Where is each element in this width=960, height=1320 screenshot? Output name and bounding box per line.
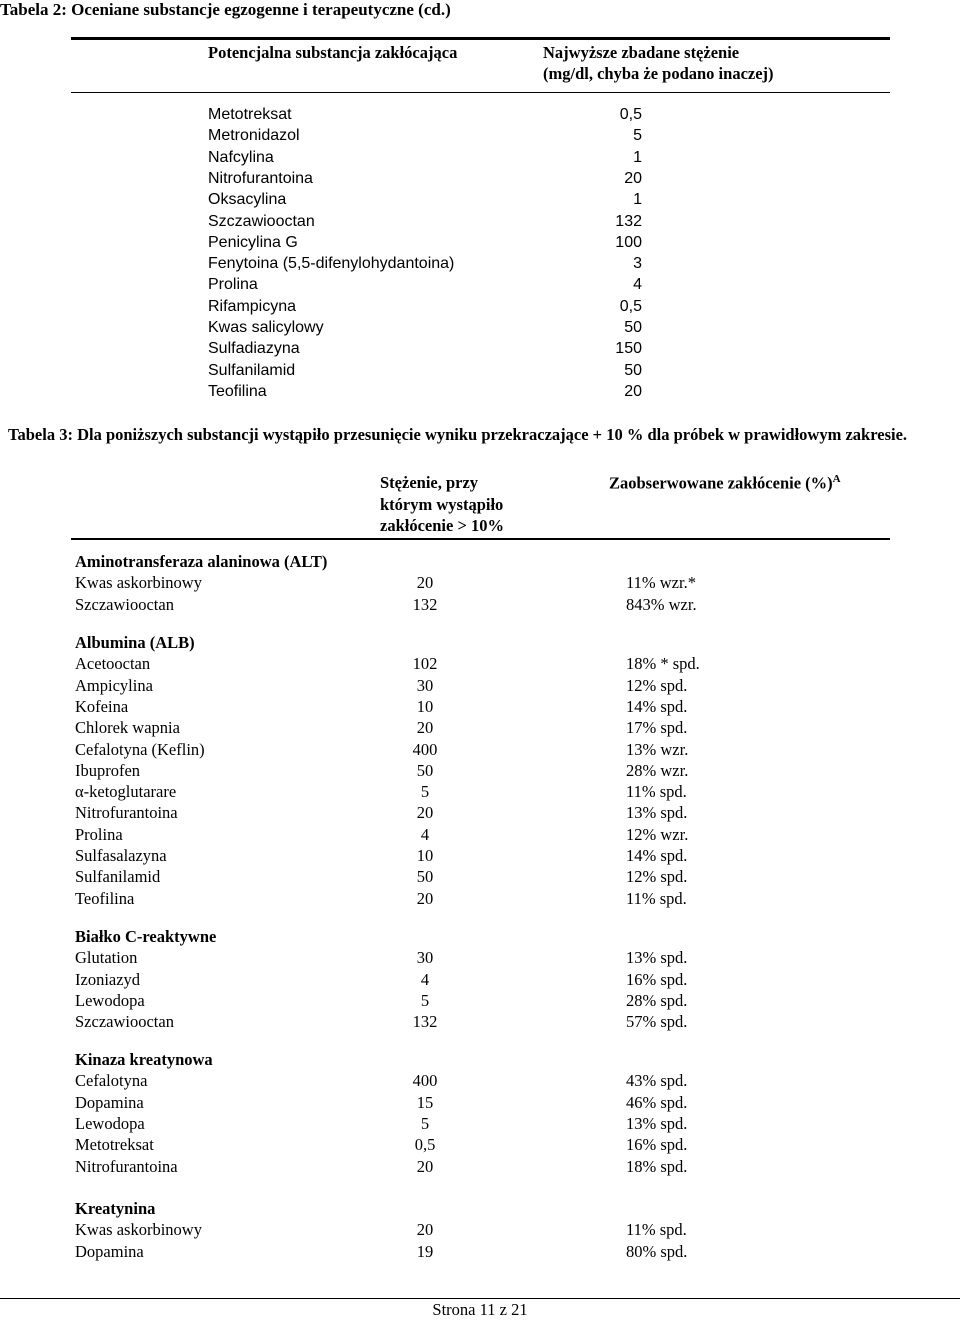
table3-concentration: 20 xyxy=(416,718,434,738)
table2-substance: Prolina xyxy=(208,276,258,294)
table3-substance: Szczawiooctan xyxy=(75,1012,174,1032)
table3-header-conc-1: Stężenie, przy xyxy=(380,473,479,492)
table2-substance: Sulfanilamid xyxy=(208,361,296,379)
table3-row xyxy=(0,595,960,616)
table3-group-heading: Aminotransferaza alaninowa (ALT) xyxy=(75,552,328,571)
table3-row xyxy=(0,970,960,991)
table3-header-conc-2: którym wystąpiło xyxy=(380,495,504,514)
table2-substance: Teofilina xyxy=(208,382,267,400)
table3-effect: 12% spd. xyxy=(626,675,688,695)
table3-concentration: 102 xyxy=(412,654,438,674)
table3-header-effect xyxy=(609,473,841,494)
table2-value: 1 xyxy=(633,148,642,166)
table2-row xyxy=(0,191,960,212)
table3-substance: Kofeina xyxy=(75,696,129,716)
table2-row xyxy=(0,149,960,170)
table3-substance: Izoniazyd xyxy=(75,969,141,989)
table2-value: 20 xyxy=(624,169,642,187)
table3-substance: Szczawiooctan xyxy=(75,594,174,614)
table3-effect: 12% spd. xyxy=(626,867,688,887)
table3-effect: 43% spd. xyxy=(626,1071,688,1091)
table3-effect: 11% wzr.* xyxy=(626,573,696,593)
table3-effect: 18% spd. xyxy=(626,1156,688,1176)
table3-effect: 16% spd. xyxy=(626,1135,688,1155)
table3-row xyxy=(0,740,960,761)
table3-row xyxy=(0,654,960,675)
table3-concentration: 30 xyxy=(416,675,434,695)
table2-row xyxy=(0,127,960,148)
table3-effect: 17% spd. xyxy=(626,718,688,738)
table3-concentration: 400 xyxy=(412,739,438,759)
table3-concentration: 30 xyxy=(416,948,434,968)
table2-value: 5 xyxy=(633,127,642,145)
table3-row xyxy=(0,1135,960,1156)
table3-substance: Lewodopa xyxy=(75,1113,145,1133)
table2-header-conc-2: (mg/dl, chyba że podano inaczej) xyxy=(543,64,774,83)
footer-rule xyxy=(0,1298,960,1299)
table2-substance: Szczawiooctan xyxy=(208,212,315,230)
table2-value: 50 xyxy=(624,361,642,379)
table3-row xyxy=(0,573,960,594)
table3-concentration: 50 xyxy=(416,867,434,887)
table3-substance: Glutation xyxy=(75,948,138,968)
table2-row xyxy=(0,106,960,127)
table3-substance: Acetooctan xyxy=(75,654,151,674)
table3-effect: 13% spd. xyxy=(626,948,688,968)
table3-title: Tabela 3: Dla poniższych substancji wystąpiło przesunięcie wyniku przekraczające + 10 % dla próbek w prawidłowym zakresie. xyxy=(8,425,908,444)
table3-row xyxy=(0,1012,960,1033)
table3-concentration: 5 xyxy=(420,1113,430,1133)
table3-concentration: 5 xyxy=(420,782,430,802)
table2-title: Tabela 2: Oceniane substancje egzogenne i terapeutyczne (cd.) xyxy=(0,0,451,19)
table3-concentration: 19 xyxy=(416,1241,434,1261)
table3-effect: 28% spd. xyxy=(626,990,688,1010)
table3-row xyxy=(0,718,960,739)
table3-row xyxy=(0,1157,960,1178)
table2-row xyxy=(0,319,960,340)
table3-concentration: 20 xyxy=(416,888,434,908)
table3-row xyxy=(0,867,960,888)
table3-group-heading: Kinaza kreatynowa xyxy=(75,1050,213,1069)
table2-substance: Fenytoina (5,5-difenylohydantoina) xyxy=(208,255,455,273)
table3-substance: Lewodopa xyxy=(75,990,145,1010)
table3-substance: Sulfanilamid xyxy=(75,867,161,887)
table3-row xyxy=(0,991,960,1012)
table3-effect: 46% spd. xyxy=(626,1092,688,1112)
table3-concentration: 4 xyxy=(420,969,430,989)
table3-header-conc-3: zakłócenie > 10% xyxy=(380,516,504,535)
table3-concentration: 50 xyxy=(416,760,434,780)
page-number: Strona 11 z 21 xyxy=(432,1300,528,1319)
table3-row xyxy=(0,889,960,910)
table3-concentration: 20 xyxy=(416,1156,434,1176)
table3-effect: 16% spd. xyxy=(626,969,688,989)
table2-row xyxy=(0,255,960,276)
table3-effect: 14% spd. xyxy=(626,696,688,716)
table3-substance: Cefalotyna xyxy=(75,1071,148,1091)
table2-substance: Nafcylina xyxy=(208,148,274,166)
table3-substance: Ibuprofen xyxy=(75,760,141,780)
table3-concentration: 132 xyxy=(412,1012,438,1032)
table3-row xyxy=(0,948,960,969)
table2-substance: Penicylina G xyxy=(208,233,298,251)
table3-effect: 11% spd. xyxy=(626,782,687,802)
table3-concentration: 132 xyxy=(412,594,438,614)
table3-row xyxy=(0,1242,960,1263)
table3-substance: Prolina xyxy=(75,824,123,844)
table2-row xyxy=(0,170,960,191)
table3-effect: 13% wzr. xyxy=(626,739,689,759)
table2-row xyxy=(0,298,960,319)
table2-value: 4 xyxy=(633,276,642,294)
table3-effect: 57% spd. xyxy=(626,1012,688,1032)
table2-value: 50 xyxy=(624,319,642,336)
table3-row xyxy=(0,761,960,782)
table3-substance: Dopamina xyxy=(75,1241,144,1261)
table3-row xyxy=(0,1220,960,1241)
table3-concentration: 15 xyxy=(416,1092,434,1112)
table2-substance: Metronidazol xyxy=(208,127,300,145)
table3-row xyxy=(0,676,960,697)
table3-concentration: 10 xyxy=(416,696,434,716)
table3-row xyxy=(0,846,960,867)
table3-effect: 18% * spd. xyxy=(626,654,700,674)
table3-group-heading: Albumina (ALB) xyxy=(75,633,195,652)
table2-row xyxy=(0,213,960,234)
table2-header-substance: Potencjalna substancja zakłócająca xyxy=(208,43,458,62)
table3-substance: Kwas askorbinowy xyxy=(75,1220,202,1240)
table3-concentration: 20 xyxy=(416,1220,434,1240)
table3-concentration: 20 xyxy=(416,803,434,823)
table3-substance: Nitrofurantoina xyxy=(75,803,178,823)
table3-group-heading: Białko C-reaktywne xyxy=(75,927,217,946)
table3-header-effect-sup: A xyxy=(832,473,841,485)
table2-value: 132 xyxy=(615,212,642,230)
table2-substance: Oksacylina xyxy=(208,191,287,209)
table2-value: 0,5 xyxy=(619,106,642,123)
table3-header-rule xyxy=(71,538,890,540)
table3-row xyxy=(0,782,960,803)
table3-substance: α-ketoglutarare xyxy=(75,782,177,802)
table3-effect: 13% spd. xyxy=(626,1113,688,1133)
table3-substance: Nitrofurantoina xyxy=(75,1156,178,1176)
table3-row xyxy=(0,1093,960,1114)
table2-substance: Metotreksat xyxy=(208,106,292,123)
table3-substance: Dopamina xyxy=(75,1092,144,1112)
table3-row xyxy=(0,825,960,846)
table2-header-conc-1: Najwyższe zbadane stężenie xyxy=(543,43,740,62)
table2-row xyxy=(0,234,960,255)
table2-row xyxy=(0,362,960,383)
table3-effect: 14% spd. xyxy=(626,846,688,865)
table2-row xyxy=(0,383,960,404)
table3-header-effect-text: Zaobserwowane zakłócenie (%) xyxy=(609,473,833,493)
table2-value: 100 xyxy=(615,233,642,251)
table2-value: 3 xyxy=(633,255,642,273)
table3-concentration: 4 xyxy=(420,824,430,844)
table3-concentration: 0,5 xyxy=(414,1135,436,1155)
table2-row xyxy=(0,276,960,297)
table3-effect: 11% spd. xyxy=(626,1220,687,1240)
table3-concentration: 10 xyxy=(416,846,434,865)
table3-substance: Metotreksat xyxy=(75,1135,154,1155)
table2-substance: Kwas salicylowy xyxy=(208,319,324,336)
table3-effect: 12% wzr. xyxy=(626,824,689,844)
table2-substance: Sulfadiazyna xyxy=(208,340,300,358)
table3-row xyxy=(0,697,960,718)
table2-substance: Rifampicyna xyxy=(208,297,297,315)
table3-effect: 843% wzr. xyxy=(626,594,697,614)
table3-effect: 13% spd. xyxy=(626,803,688,823)
table3-concentration: 20 xyxy=(416,573,434,593)
table3-concentration: 400 xyxy=(412,1071,438,1091)
table3-row xyxy=(0,803,960,824)
table2-header-rule xyxy=(71,92,890,93)
table3-substance: Teofilina xyxy=(75,888,135,908)
table3-effect: 80% spd. xyxy=(626,1241,688,1261)
table3-effect: 28% wzr. xyxy=(626,760,689,780)
table2-value: 1 xyxy=(633,191,642,209)
table2-substance: Nitrofurantoina xyxy=(208,169,313,187)
table2-row xyxy=(0,340,960,361)
table3-substance: Kwas askorbinowy xyxy=(75,573,202,593)
table3-concentration: 5 xyxy=(420,990,430,1010)
table2-value: 150 xyxy=(615,340,642,358)
table3-substance: Cefalotyna (Keflin) xyxy=(75,739,205,759)
table2-value: 0,5 xyxy=(619,297,642,315)
table2-top-rule xyxy=(71,37,890,40)
table3-substance: Chlorek wapnia xyxy=(75,718,180,738)
table3-row xyxy=(0,1114,960,1135)
table3-substance: Ampicylina xyxy=(75,675,153,695)
table3-substance: Sulfasalazyna xyxy=(75,846,167,865)
table3-row xyxy=(0,1071,960,1092)
table3-effect: 11% spd. xyxy=(626,888,687,908)
table3-group-heading: Kreatynina xyxy=(75,1199,156,1218)
table2-value: 20 xyxy=(624,382,642,400)
